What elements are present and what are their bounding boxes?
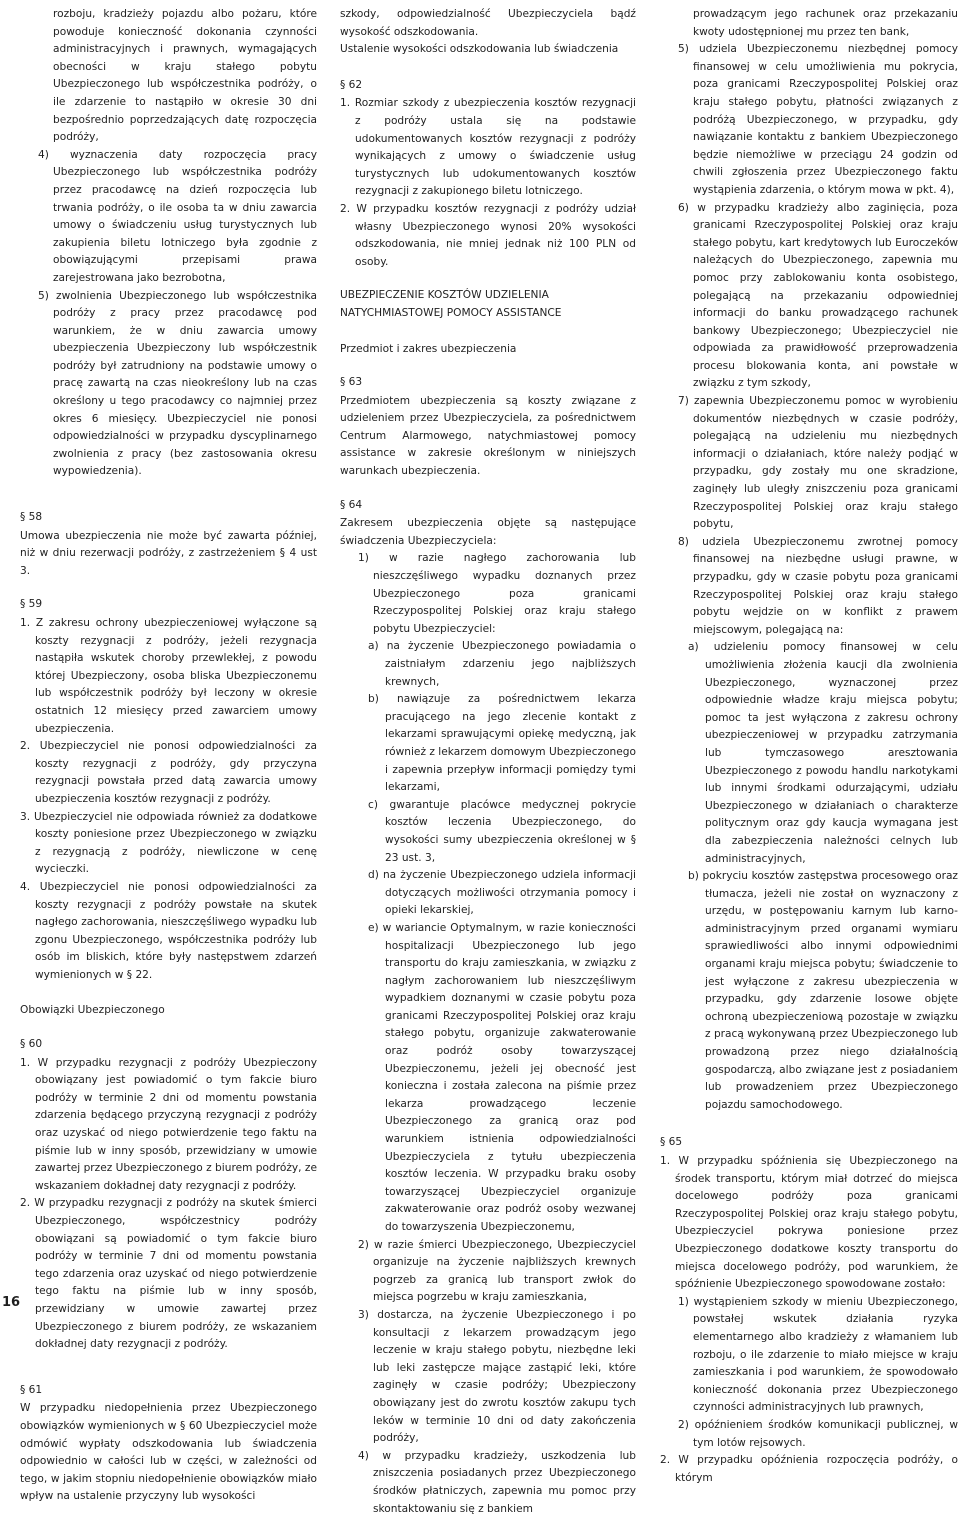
- section-number-61: § 61: [20, 1383, 43, 1396]
- list-item: 1. Z zakresu ochrony ubezpieczeniowej wyłączone są koszty rezygnacji z podróży, jeżeli rezygnacja nastąpiła wskutek choroby przewlekłej, z powodu której Ubezpieczony, osoba bliska Ubezpieczonemu lub współczestnik podróży był leczony w okresie ostatnich 12 miesięcy przed zawarciem umowy ubezpieczenia.: [20, 617, 317, 735]
- section-number-60: § 60: [20, 1038, 43, 1051]
- list-item: 1. W przypadku rezygnacji z podróży Ubezpieczony obowiązany jest powiadomić o tym fakcie biuro podróży w terminie 2 dni od momentu powstania zdarzenia będącego przyczyną rezygnacji z podróży oraz uzyskać od niego potwierdzenie tego faktu na piśmie lub w inny sposób, przewidziany w umowie zawartej przez Ubezpieczonego z biurem podróży, ze wskazaniem dokładnej daty rezygnacji z podróży.: [20, 1056, 317, 1192]
- list-item: 5) zwolnienia Ubezpieczonego lub współczestnika podróży z pracy przez pracodawcę pod warunkiem, że w dniu zawarcia umowy ubezpieczenia Ubezpieczony lub współczestnik podróży był zatrudniony na podstawie umowy o pracę zawartą na czas nieokreślony lub na czas określony u tego pracodawcy co najmniej przez okres 6 miesięcy. Ubezpieczyciel nie ponosi odpowiedzialności w przypadku dyscyplinarnego zwolnienia z pracy (bez zastosowania okresu wypowiedzenia).: [38, 289, 317, 478]
- list-item: 1. W przypadku spóźnienia się Ubezpieczonego na środek transportu, którym miał dotrzeć do miejsca docelowego podróży poza granicami Rzeczypospolitej Polskiej oraz kraju stałego pobytu, Ubezpieczyciel pokrywa poniesione przez Ubezpieczonego dodatkowe koszty transportu do miejsca docelowego podróży, pod warunkiem, że spóźnienie Ubezpieczonego spowodowane zostało:: [660, 1155, 958, 1291]
- paragraph: rozboju, kradzieży pojazdu albo pożaru, które powoduje konieczność dokonania czynności administracyjnych i prawnych, wymagających obecności w kraju stałego pobytu Ubezpieczonego lub współczestnika podróży, o ile zdarzenie to nastąpiło w okresie 30 dni bezpośrednio poprzedzających datę rozpoczęcia podróży,: [53, 8, 317, 144]
- list-item: 3. Ubezpieczyciel nie odpowiada również za dodatkowe koszty poniesione przez Ubezpieczonego w związku z rezygnacją z podróży, niewliczone w cenę wycieczki.: [20, 810, 317, 876]
- sub-list-item: d) na życzenie Ubezpieczonego udziela informacji dotyczących możliwości otrzymania pomocy i opieki lekarskiej,: [368, 869, 636, 917]
- list-item: 4. Ubezpieczyciel nie ponosi odpowiedzialności za koszty rezygnacji z podróży powstałe na skutek nagłego zachorowania, nieszczęśliwego wypadku lub zgonu Ubezpieczonego, współczestnika podróży lub osób im bliskich, które były następstwem zdarzeń wymienionych w § 22.: [20, 880, 317, 981]
- sub-list-item: a) na życzenie Ubezpieczonego powiadamia o zaistniałym zdarzeniu jego najbliższych krewnych,: [368, 640, 636, 688]
- paragraph: Zakresem ubezpieczenia objęte są następujące świadczenia Ubezpieczyciela:: [340, 517, 636, 547]
- list-item: 8) udziela Ubezpieczonemu zwrotnej pomocy finansowej na niezbędne usługi prawne, w przypadku, gdy w czasie pobytu poza granicami Rzeczypospolitej Polskiej oraz kraju stałego pobytu wejdzie on w konflikt z prawem miejscowym, polegającą na:: [678, 535, 958, 636]
- list-item: 4) w przypadku kradzieży, uszkodzenia lub zniszczenia posiadanych przez Ubezpieczonego środków płatniczych, zapewnia mu pomoc przy skontaktowaniu się z bankiem: [358, 1449, 636, 1515]
- paragraph: prowadzącym jego rachunek oraz przekazaniu kwoty udostępnionej mu przez ten bank,: [693, 8, 958, 38]
- paragraph: Przedmiotem ubezpieczenia są koszty związane z udzieleniem przez Ubezpieczyciela, za pośrednictwem Centrum Alarmowego, natychmiastowej pomocy assistance w zakresie określonym w niniejszych warunkach ubezpieczenia.: [340, 394, 636, 478]
- column-3: [660, 6, 958, 1487]
- list-item: 2. W przypadku kosztów rezygnacji z podróży udział własny Ubezpieczonego wynosi 20% wysokości odszkodowania, nie mniej jednak niż 100 PLN od osoby.: [340, 202, 636, 268]
- list-item: 3) dostarcza, na życzenie Ubezpieczonego i po konsultacji z lekarzem prowadzącym jego leczenie w kraju stałego pobytu, niezbędne leki lub leki zastępcze mające zastąpić leki, które zaginęły w czasie podróży; Ubezpieczony obowiązany jest do zwrotu kosztów zakupu tych leków w terminie 10 dni od daty zakończenia podróży,: [358, 1308, 636, 1445]
- list-item: 1) wystąpieniem szkody w mieniu Ubezpieczonego, powstałej wskutek działania ryzyka elementarnego albo kradzieży z włamaniem lub rozboju, o ile zdarzenie to miało miejsce w kraju zamieszkania i pod warunkiem, że spowodowało konieczność dokonania przez Ubezpieczonego czynności administracyjnych lub prawnych,: [678, 1295, 958, 1414]
- sub-list-item: a) udzieleniu pomocy finansowej w celu umożliwienia złożenia kaucji dla zwolnienia Ubezpieczonego, wyznaczonej przez odpowiednie władze kraju miejsca pobytu; pomoc ta jest wyłączona z zakresu ochrony ubezpieczeniowej w przypadku zatrzymania lub tymczasowego aresztowania Ubezpieczonego z powodu handlu narkotykami lub innymi środkami odurzającymi, udziału Ubezpieczonego w działaniach o charakterze politycznym oraz gdy kaucja wymagana jest dla zabezpieczenia należności celnych lub administracyjnych,: [688, 641, 958, 865]
- list-item: 4) wyznaczenia daty rozpoczęcia pracy Ubezpieczonego lub współczestnika podróży przez pracodawcę na dzień rozpoczęcia lub trwania podróży, o ile osoba ta w dniu zawarcia umowy o świadczeniu usług turystycznych lub zakupienia biletu lotniczego była zgodnie z obowiązującymi przepisami prawa zarejestrowana jako bezrobotna,: [38, 148, 317, 284]
- sub-list-item: b) nawiązuje za pośrednictwem lekarza pracującego na jego zlecenie kontakt z lekarzami sprawującymi opiekę medyczną, jak również z lekarzem domowym Ubezpieczonego i zapewnia przepływ informacji pomiędzy tymi lekarzami,: [368, 693, 636, 794]
- list-item: 2. Ubezpieczyciel nie ponosi odpowiedzialności za koszty rezygnacji z podróży, gdy przyczyna rezygnacji powstała przed datą zawarcia umowy ubezpieczenia kosztów rezygnacji z podróży.: [20, 740, 317, 805]
- sub-list-item: c) gwarantuje placówce medycznej pokrycie kosztów leczenia Ubezpieczonego, do wysokości sumy ubezpieczenia określonej w § 23 ust. 3,: [368, 798, 636, 864]
- list-item: 2) opóźnieniem środków komunikacji publicznej, w tym lotów rejsowych.: [678, 1418, 958, 1449]
- section-number-64: § 64: [340, 498, 363, 511]
- section-number-65: § 65: [660, 1136, 683, 1149]
- paragraph: Umowa ubezpieczenia nie może być zawarta później, niż w dniu rezerwacji podróży, z zastrzeżeniem § 4 ust 3.: [20, 529, 317, 577]
- column-1: [20, 6, 317, 1506]
- list-item: 2. W przypadku rezygnacji z podróży na skutek śmierci Ubezpieczonego, współczestnicy podróży obowiązani są powiadomić o tym fakcie biuro podróży w terminie 7 dni od momentu powstania tego zdarzenia oraz uzyskać od niego potwierdzenie tego faktu na piśmie lub w inny sposób, przewidziany w umowie zawartej przez Ubezpieczonego z biurem podróży, ze wskazaniem dokładnej daty rezygnacji z podróży.: [20, 1197, 317, 1351]
- column-2: [340, 6, 636, 1518]
- list-item: 5) udziela Ubezpieczonemu niezbędnej pomocy finansowej w celu umożliwienia mu pokrycia, poza granicami Rzeczypospolitej Polskiej oraz kraju stałego pobytu, płatności związanych z podróżą Ubezpieczonego, w przypadku, gdy nawiązanie kontaktu z bankiem Ubezpieczonego będzie niemożliwe w przeciągu 24 godzin od chwili zgłoszenia przez Ubezpieczonego faktu wystąpienia zdarzenia, o którym mowa w pkt. 4),: [678, 43, 958, 196]
- section-heading: Obowiązki Ubezpieczonego: [20, 1004, 165, 1017]
- section-number-58: § 58: [20, 511, 43, 524]
- list-item: 6) w przypadku kradzieży albo zaginięcia, poza granicami Rzeczypospolitej Polskiej oraz kraju stałego pobytu, kart kredytowych lub Euroczeków należących do Ubezpieczonego, zapewnia mu pomoc przy zablokowaniu konta osobistego, polegającą na przekazaniu odpowiedniej informacji do banku prowadzącego rachunek bankowy Ubezpieczonego; Ubezpieczyciel nie odpowiada za prawidłowość przeprowadzenia procesu blokowania konta, ani powstałe w związku z tym szkody,: [678, 201, 958, 390]
- sub-list-item: e) w wariancie Optymalnym, w razie konieczności hospitalizacji Ubezpieczonego lub jego transportu do kraju zamieszkania, w związku z nagłym zachorowaniem lub nieszczęśliwym wypadkiem doznanymi w czasie pobytu poza granicami Rzeczypospolitej Polskiej oraz kraju stałego pobytu, organizuje zakwaterowanie oraz podróż osoby towarzyszącej Ubezpieczonemu, jeżeli jej obecność jest konieczna i została zalecona na piśmie przez lekarza prowadzącego leczenie Ubezpieczonego za granicą oraz pod warunkiem istnienia odpowiedzialności Ubezpieczyciela z tytułu ubezpieczenia kosztów leczenia. W przypadku braku osoby towarzyszącej Ubezpieczyciel organizuje zakwaterowanie oraz podróż osoby wezwanej do towarzyszenia Ubezpieczonemu,: [368, 921, 636, 1233]
- list-item: 1. Rozmiar szkody z ubezpieczenia kosztów rezygnacji z podróży ustala się na podstawie udokumentowanych kosztów rezygnacji z podróży wynikających z umowy o świadczenie usług turystycznych lub udokumentowanych kosztów rezygnacji z zakupionego biletu lotniczego.: [340, 97, 636, 198]
- section-number-63: § 63: [340, 376, 363, 389]
- paragraph: W przypadku niedopełnienia przez Ubezpieczonego obowiązków wymienionych w § 60 Ubezpieczyciel może odmówić wypłaty odszkodowania lub świadczenia odpowiednio w całości lub w części, w zależności od tego, w jakim stopniu niedopełnienie obowiązków miało wpływ na ustalenie przyczyny lub wysokości: [20, 1402, 317, 1503]
- chapter-heading: UBEZPIECZENIE KOSZTÓW UDZIELENIA NATYCHMIASTOWEJ POMOCY ASSISTANCE: [340, 289, 562, 319]
- sub-list-item: b) pokryciu kosztów zastępstwa procesowego oraz tłumacza, jeżeli nie został on wyznaczony z urzędu, w postępowaniu karnym lub karno-administracyjnym przed organami wymiaru sprawiedliwości albo innymi odpowiednimi organami kraju miejsca pobytu; świadczenie to jest wyłączone z zakresu ubezpieczenia w przypadku, gdy zdarzenie losowe objęte ochroną ubezpieczeniową pozostaje w związku z pracą wykonywaną przez Ubezpieczonego lub prowadzoną przez niego działalnością gospodarczą, albo związane jest z posiadaniem lub prowadzeniem przez Ubezpieczonego pojazdu samochodowego.: [688, 870, 958, 1111]
- section-number-62: § 62: [340, 78, 363, 91]
- list-item: 7) zapewnia Ubezpieczonemu pomoc w wyrobieniu dokumentów niezbędnych w czasie podróży, polegającą na udzieleniu mu niezbędnych informacji o działaniach, które należy podjąć w przypadku, gdy zostały mu one skradzione, zaginęły lub uległy zniszczeniu poza granicami Rzeczypospolitej Polskiej oraz kraju stałego pobytu,: [678, 395, 958, 531]
- paragraph: szkody, odpowiedzialność Ubezpieczyciela bądź wysokość odszkodowania.: [340, 8, 636, 38]
- list-item: 1) w razie nagłego zachorowania lub nieszczęśliwego wypadku doznanych przez Ubezpieczonego poza granicami Rzeczypospolitej Polskiej oraz kraju stałego pobytu Ubezpieczyciel:: [358, 552, 636, 635]
- page-number: 16: [2, 1295, 21, 1310]
- section-heading: Ustalenie wysokości odszkodowania lub świadczenia: [340, 43, 619, 56]
- section-number-59: § 59: [20, 598, 43, 611]
- section-heading: Przedmiot i zakres ubezpieczenia: [340, 342, 517, 355]
- list-item: 2) w razie śmierci Ubezpieczonego, Ubezpieczyciel organizuje na życzenie najbliższych krewnych pogrzeb za granicą lub transport zwłok do miejsca pogrzebu w kraju zamieszkania,: [358, 1238, 636, 1304]
- list-item: 2. W przypadku opóźnienia rozpoczęcia podróży, o którym: [660, 1454, 958, 1484]
